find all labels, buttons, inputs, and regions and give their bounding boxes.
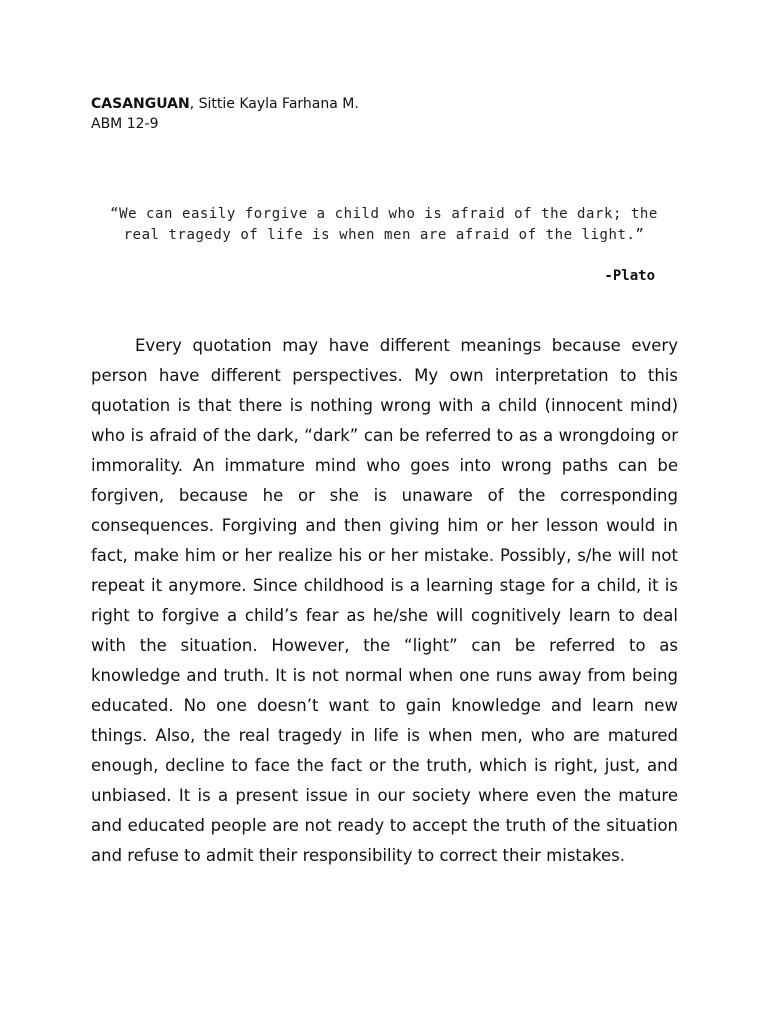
student-surname: CASANGUAN [91, 96, 190, 112]
author-header [91, 94, 359, 134]
student-given-names: , Sittie Kayla Farhana M. [189, 96, 359, 112]
quote-author: -Plato [604, 268, 655, 284]
student-name [91, 94, 359, 114]
quote-text: “We can easily forgive a child who is afraid of the dark; the real tragedy of life is when men are afraid of the light.” [110, 206, 658, 243]
essay-paragraph: Every quotation may have different meanings because every person have different perspectives. My own interpretation to this quotation is that there is nothing wrong with a child (innocent mind) who is afraid of the dark, “dark” can be referred to as a wrongdoing or immorality. An immature mind who goes into wrong paths can be forgiven, because he or she is unaware of the corresponding consequences. Forgiving and then giving him or her lesson would in fact, make him or her realize his or her mistake. Possibly, s/he will not repeat it anymore. Since childhood is a learning stage for a child, it is right to forgive a child’s fear as he/she will cognitively learn to deal with the situation. However, the “light” can be referred to as knowledge and truth. It is not normal when one runs away from being educated. No one doesn’t want to gain knowledge and learn new things. Also, the real tragedy in life is when men, who are matured enough, decline to face the fact or the truth, which is right, just, and unbiased. It is a present issue in our society where even the mature and educated people are not ready to accept the truth of the situation and refuse to admit their responsibility to correct their mistakes. [91, 336, 678, 865]
class-section: ABM 12-9 [91, 116, 159, 132]
